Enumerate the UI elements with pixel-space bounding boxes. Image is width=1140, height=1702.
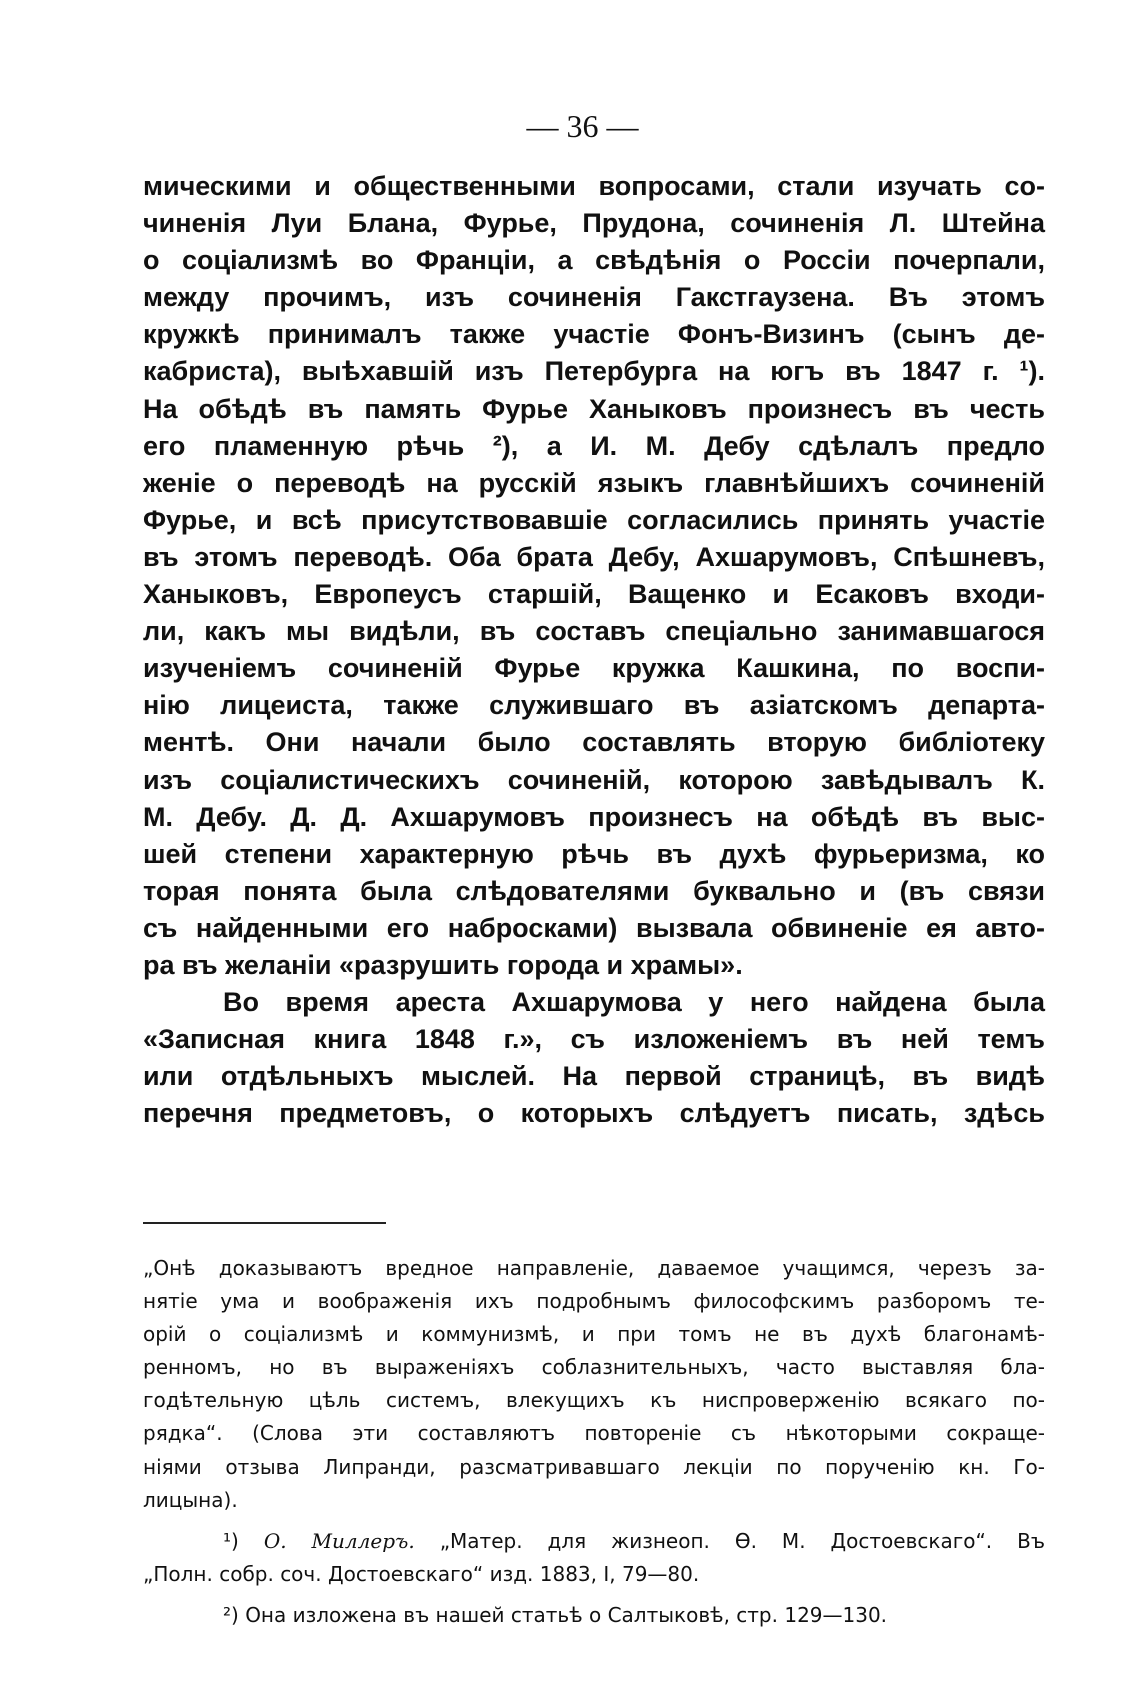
main-text-line: кружкѣ принималъ также участіе Фонъ-Визинъ (сынъ де-: [143, 319, 1045, 350]
footnote-separator: [143, 1222, 386, 1224]
footnote-1-text: „Матер. для жизнеоп. Ө. М. Достоевскаго“. Въ: [439, 1528, 1045, 1553]
footnote-2-mark: ²): [223, 1602, 239, 1627]
main-text-line: шей степени характерную рѣчь въ духѣ фурьеризма, ко: [143, 838, 1045, 869]
footnotes: [143, 1252, 1045, 1632]
footnote-line: ніями отзыва Липранди, разсматривавшаго лекціи по порученію кн. Го-: [143, 1454, 1045, 1479]
footnote-1: [143, 1525, 1045, 1558]
main-text-line: нію лицеиста, также служившаго въ азіатскомъ департа-: [143, 690, 1045, 721]
main-text-line: торая понята была слѣдователями буквально и (въ связи: [143, 875, 1045, 906]
footnote-line: орій о соціализмѣ и коммунизмѣ, и при томъ не въ духѣ благонамѣ-: [143, 1322, 1045, 1347]
paragraph-line: перечня предметовъ, о которыхъ слѣдуетъ писать, здѣсь: [143, 1098, 1045, 1129]
main-text-line: о соціализмѣ во Франціи, а свѣдѣнія о Россіи почерпали,: [143, 245, 1045, 276]
main-text-line: ли, какъ мы видѣли, въ составъ спеціально занимавшагося: [143, 616, 1045, 647]
main-text-line: М. Дебу. Д. Д. Ахшарумовъ произнесъ на обѣдѣ въ выс-: [143, 801, 1045, 832]
main-text-line: чиненія Луи Блана, Фурье, Прудона, сочиненія Л. Штейна: [143, 208, 1045, 239]
footnote-line: годѣтельную цѣль системъ, влекущихъ къ ниспроверженію всякаго по-: [143, 1388, 1045, 1413]
footnote-1-line2: „Полн. собр. соч. Достоевскаго“ изд. 1883, I, 79—80.: [143, 1561, 700, 1586]
main-text-line: ментѣ. Они начали было составлять вторую библіотеку: [143, 727, 1045, 758]
main-text-line: Ханыковъ, Европеусъ старшій, Ващенко и Есаковъ входи-: [143, 579, 1045, 610]
main-text-line: ра въ желаніи «разрушить города и храмы».: [143, 949, 743, 980]
page-number: — 36 —: [526, 108, 639, 144]
main-text-line: На обѣдѣ въ память Фурье Ханыковъ произнесъ въ честь: [143, 393, 1045, 424]
main-text-line: изъ соціалистическихъ сочиненій, которою завѣдывалъ К.: [143, 764, 1045, 795]
footnote-line: „Онѣ доказываютъ вредное направленіе, даваемое учащимся, черезъ за-: [143, 1256, 1045, 1280]
main-text-line: между прочимъ, изъ сочиненія Гакстгаузена. Въ этомъ: [143, 282, 1045, 313]
footnote-line: лицына).: [143, 1487, 238, 1512]
main-text-line: мическими и общественными вопросами, стали изучать со-: [143, 171, 1045, 201]
main-text-line: кабриста), выѣхавшій изъ Петербурга на югъ въ 1847 г. ¹).: [143, 356, 1045, 387]
footnote-line: нятіе ума и воображенія ихъ подробнымъ философскимъ разборомъ те-: [143, 1289, 1045, 1314]
footnote-2: [143, 1599, 1045, 1632]
main-text-line: его пламенную рѣчь ²), а И. М. Дебу сдѣлалъ предло: [143, 430, 1045, 461]
main-text-line: въ этомъ переводѣ. Оба брата Дебу, Ахшарумовъ, Спѣшневъ,: [143, 541, 1045, 572]
paragraph-line: Во время ареста Ахшарумова у него найдена была: [223, 987, 1045, 1018]
paragraph-line: «Записная книга 1848 г.», съ изложеніемъ въ ней темъ: [143, 1024, 1045, 1055]
main-text: [143, 168, 1045, 1132]
footnote-line: ренномъ, но въ выраженіяхъ соблазнительныхъ, часто выставляя бла-: [143, 1355, 1045, 1380]
footnote-1-author: О. Миллеръ.: [263, 1528, 415, 1553]
main-text-line: женіе о переводѣ на русскій языкъ главнѣйшихъ сочиненій: [143, 467, 1045, 498]
main-text-line: Фурье, и всѣ присутствовавшіе согласились принять участіе: [143, 504, 1045, 535]
footnote-2-text: Она изложена въ нашей статьѣ о Салтыковѣ, стр. 129—130.: [245, 1602, 888, 1627]
main-text-line: съ найденными его набросками) вызвала обвиненіе ея авто-: [143, 912, 1045, 943]
footnote-line: рядка“. (Слова эти составляютъ повтореніе съ нѣкоторыми сокраще-: [143, 1421, 1045, 1446]
footnote-1-mark: ¹): [223, 1528, 239, 1553]
main-text-line: изученіемъ сочиненій Фурье кружка Кашкина, по воспи-: [143, 653, 1045, 684]
paragraph-line: или отдѣльныхъ мыслей. На первой страницѣ, въ видѣ: [143, 1061, 1045, 1092]
